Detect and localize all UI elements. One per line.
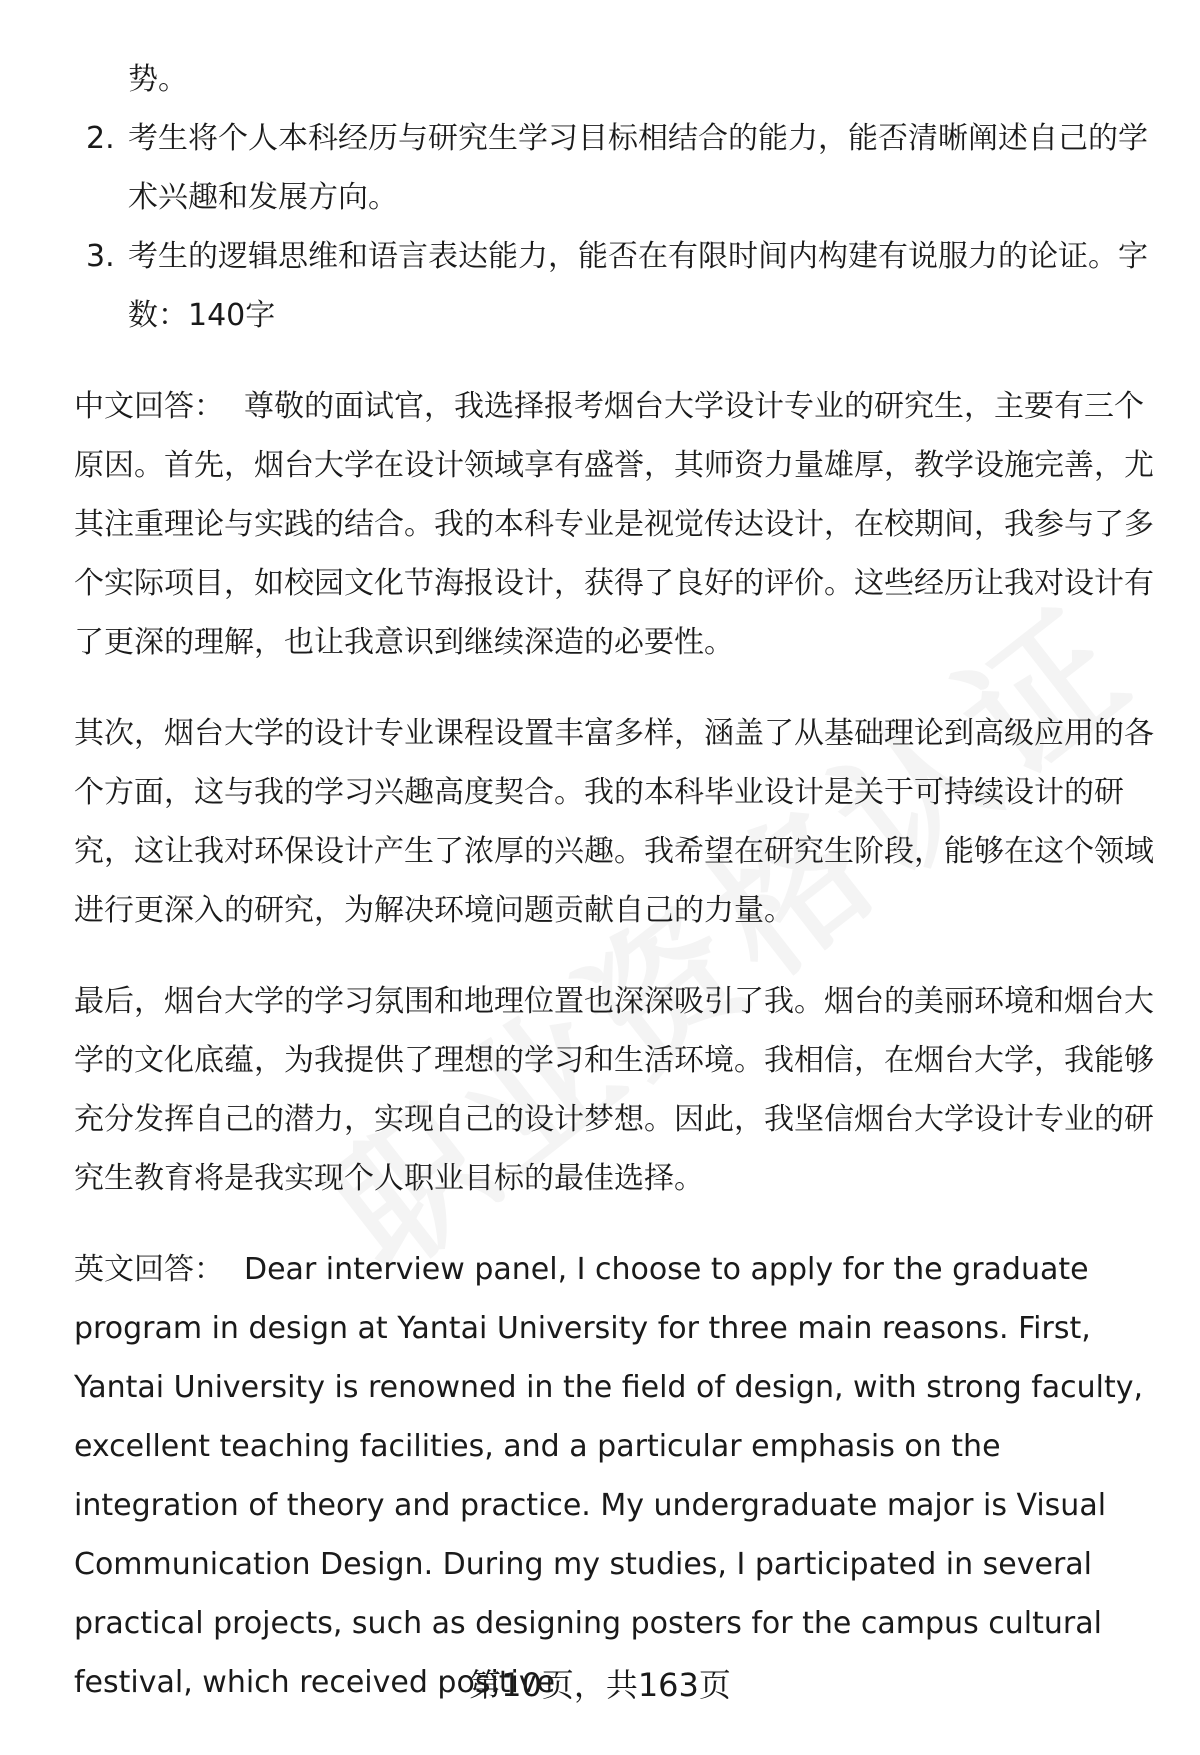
continuation-text: 势。 — [128, 62, 188, 97]
list-item-text: 考生将个人本科经历与研究生学习目标相结合的能力，能否清晰阐述自己的学术兴趣和发展方向。 — [128, 121, 1148, 215]
list-item-number: 2. — [86, 121, 115, 156]
chinese-answer-paragraph-3: 最后，烟台大学的学习氛围和地理位置也深深吸引了我。烟台的美丽环境和烟台大学的文化底蕴，为我提供了理想的学习和生活环境。我相信，在烟台大学，我能够充分发挥自己的潜力，实现自己的设计梦想。因此，我坚信烟台大学设计专业的研究生教育将是我实现个人职业目标的最佳选择。 — [74, 984, 1154, 1196]
page-number: 第10页，共163页 — [469, 1666, 731, 1704]
list-item — [74, 109, 1154, 227]
paragraph-text: Dear interview panel, I choose to apply for the graduate program in design at Yantai University for three main reasons. First, Yantai University is renowned in the field of design, with strong faculty, excellent teaching facilities, and a particular emphasis on the integration of theory and practice. My undergraduate major is Visual Communication Design. During my studies, I participated in several practical projects, such as designing posters for the campus cultural festival, which received positive — [74, 1252, 1144, 1700]
criteria-list — [74, 109, 1154, 345]
english-answer-paragraph — [74, 1240, 1154, 1712]
list-item-number: 3. — [86, 239, 115, 274]
paragraph-text: 尊敬的面试官，我选择报考烟台大学设计专业的研究生，主要有三个原因。首先，烟台大学在设计领域享有盛誉，其师资力量雄厚，教学设施完善，尤其注重理论与实践的结合。我的本科专业是视觉传达设计，在校期间，我参与了多个实际项目，如校园文化节海报设计，获得了良好的评价。这些经历让我对设计有了更深的理解，也让我意识到继续深造的必要性。 — [74, 389, 1154, 660]
chinese-answer-label: 中文回答： — [74, 389, 224, 424]
english-answer-label: 英文回答： — [74, 1252, 224, 1287]
chinese-answer-paragraph-2: 其次，烟台大学的设计专业课程设置丰富多样，涵盖了从基础理论到高级应用的各个方面，这与我的学习兴趣高度契合。我的本科毕业设计是关于可持续设计的研究，这让我对环保设计产生了浓厚的兴趣。我希望在研究生阶段，能够在这个领域进行更深入的研究，为解决环境问题贡献自己的力量。 — [74, 716, 1154, 928]
list-item-text: 考生的逻辑思维和语言表达能力，能否在有限时间内构建有说服力的论证。字数：140字 — [128, 239, 1148, 333]
document-body — [74, 50, 1154, 1712]
list-item — [74, 227, 1154, 345]
chinese-answer-paragraph-1 — [74, 377, 1154, 672]
